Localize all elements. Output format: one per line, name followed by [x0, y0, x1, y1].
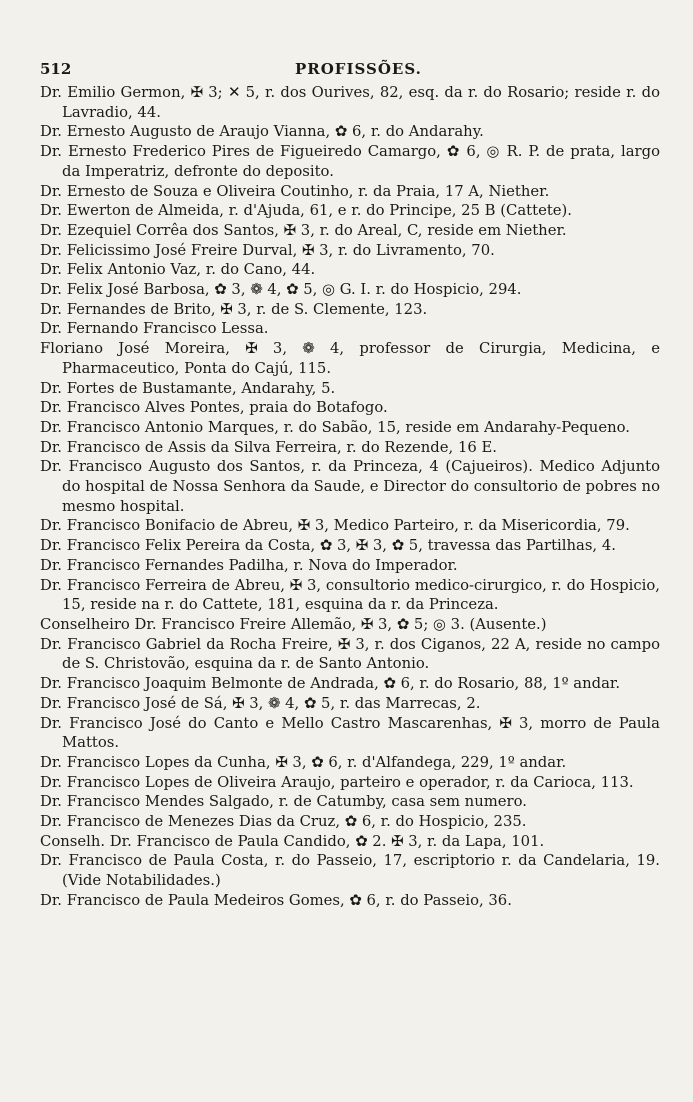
directory-entry: Dr. Francisco de Assis da Silva Ferreira, r. do Rezende, 16 E. — [40, 438, 497, 456]
directory-entry: Dr. Francisco Bonifacio de Abreu, ✠ 3, Medico Parteiro, r. da Misericordia, 79. — [40, 517, 630, 535]
directory-entry: Floriano José Moreira, ✠ 3, ❁ 4, professor de Cirurgia, Medicina, e Pharmaceutico, Ponta do Cajú, 115. — [40, 340, 660, 377]
directory-entry: Dr. Francisco de Paula Medeiros Gomes, ✿ 6, r. do Passeio, 36. — [40, 891, 512, 909]
directory-entry: Dr. Francisco Mendes Salgado, r. de Catumby, casa sem numero. — [40, 793, 527, 811]
running-title: PROFISSÕES. — [295, 60, 422, 78]
directory-entry: Dr. Francisco Ferreira de Abreu, ✠ 3, consultorio medico-cirurgico, r. do Hospicio, 15, reside na r. do Cattete, 181, esquina da r. da Princeza. — [40, 576, 660, 614]
directory-entry: Dr. Francisco de Paula Costa, r. do Passeio, 17, escriptorio r. da Candelaria, 19. (Vide Notabilidades.) — [40, 852, 660, 890]
directory-entry: Dr. Felix Antonio Vaz, r. do Cano, 44. — [40, 261, 316, 279]
directory-entry: Dr. Francisco Alves Pontes, praia do Botafogo. — [40, 399, 388, 417]
directory-entry: Dr. Francisco Augusto dos Santos, r. da Princeza, 4 (Cajueiros). Medico Adjunto do hospital de Nossa Senhora da Saude, e Director do consultorio de pobres no mesmo hospital. — [40, 458, 660, 515]
page-number: 512 — [40, 60, 72, 78]
directory-entry: Dr. Fernando Francisco Lessa. — [40, 320, 269, 338]
directory-entry: Dr. Felix José Barbosa, ✿ 3, ❁ 4, ✿ 5, ◎ G. I. r. do Hospicio, 294. — [40, 281, 522, 299]
directory-entry: Dr. Francisco Fernandes Padilha, r. Nova do Imperador. — [40, 556, 458, 574]
directory-entry: Dr. Fernandes de Brito, ✠ 3, r. de S. Clemente, 123. — [40, 300, 428, 318]
directory-entry: Dr. Francisco de Menezes Dias da Cruz, ✿ 6, r. do Hospicio, 235. — [40, 813, 527, 831]
directory-entry: Dr. Francisco Lopes da Cunha, ✠ 3, ✿ 6, r. d'Alfandega, 229, 1º andar. — [40, 753, 567, 771]
directory-entry: Dr. Felicissimo José Freire Durval, ✠ 3, r. do Livramento, 70. — [40, 241, 495, 259]
directory-entry: Dr. Ernesto de Souza e Oliveira Coutinho, r. da Praia, 17 A, Niether. — [40, 182, 550, 200]
directory-entry: Dr. Francisco Antonio Marques, r. do Sabão, 15, reside em Andarahy-Pequeno. — [40, 418, 630, 436]
directory-entry: Dr. Francisco Gabriel da Rocha Freire, ✠ 3, r. dos Ciganos, 22 A, reside no campo de S. Christovão, esquina da r. de Santo Antonio. — [40, 635, 660, 673]
directory-entry: Dr. Francisco Felix Pereira da Costa, ✿ 3, ✠ 3, ✿ 5, travessa das Partilhas, 4. — [40, 537, 616, 555]
directory-entry: Dr. Ernesto Frederico Pires de Figueiredo Camargo, ✿ 6, ◎ R. P. de prata, largo da Imperatriz, defronte do deposito. — [40, 143, 660, 180]
directory-entry: Dr. Emilio Germon, ✠ 3; ✕ 5, r. dos Ourives, 82, esq. da r. do Rosario; reside r. do Lavradio, 44. — [40, 84, 660, 121]
directory-entry: Dr. Fortes de Bustamante, Andarahy, 5. — [40, 379, 336, 397]
directory-entry: Dr. Ernesto Augusto de Araujo Vianna, ✿ 6, r. do Andarahy. — [40, 123, 484, 141]
directory-list — [40, 83, 660, 911]
directory-entry: Conselheiro Dr. Francisco Freire Allemão, ✠ 3, ✿ 5; ◎ 3. (Ausente.) — [40, 615, 547, 633]
directory-entry: Dr. Ewerton de Almeida, r. d'Ajuda, 61, e r. do Principe, 25 B (Cattete). — [40, 202, 573, 220]
directory-entry: Dr. Ezequiel Corrêa dos Santos, ✠ 3, r. do Areal, C, reside em Niether. — [40, 221, 567, 239]
directory-entry: Dr. Francisco Joaquim Belmonte de Andrada, ✿ 6, r. do Rosario, 88, 1º andar. — [40, 675, 621, 693]
page-header — [40, 60, 660, 82]
directory-entry: Conselh. Dr. Francisco de Paula Candido, ✿ 2. ✠ 3, r. da Lapa, 101. — [40, 832, 545, 850]
directory-entry: Dr. Francisco José de Sá, ✠ 3, ❁ 4, ✿ 5, r. das Marrecas, 2. — [40, 694, 481, 712]
directory-entry: Dr. Francisco Lopes de Oliveira Araujo, parteiro e operador, r. da Carioca, 113. — [40, 773, 634, 791]
directory-entry: Dr. Francisco José do Canto e Mello Castro Mascarenhas, ✠ 3, morro de Paula Mattos. — [40, 714, 660, 752]
